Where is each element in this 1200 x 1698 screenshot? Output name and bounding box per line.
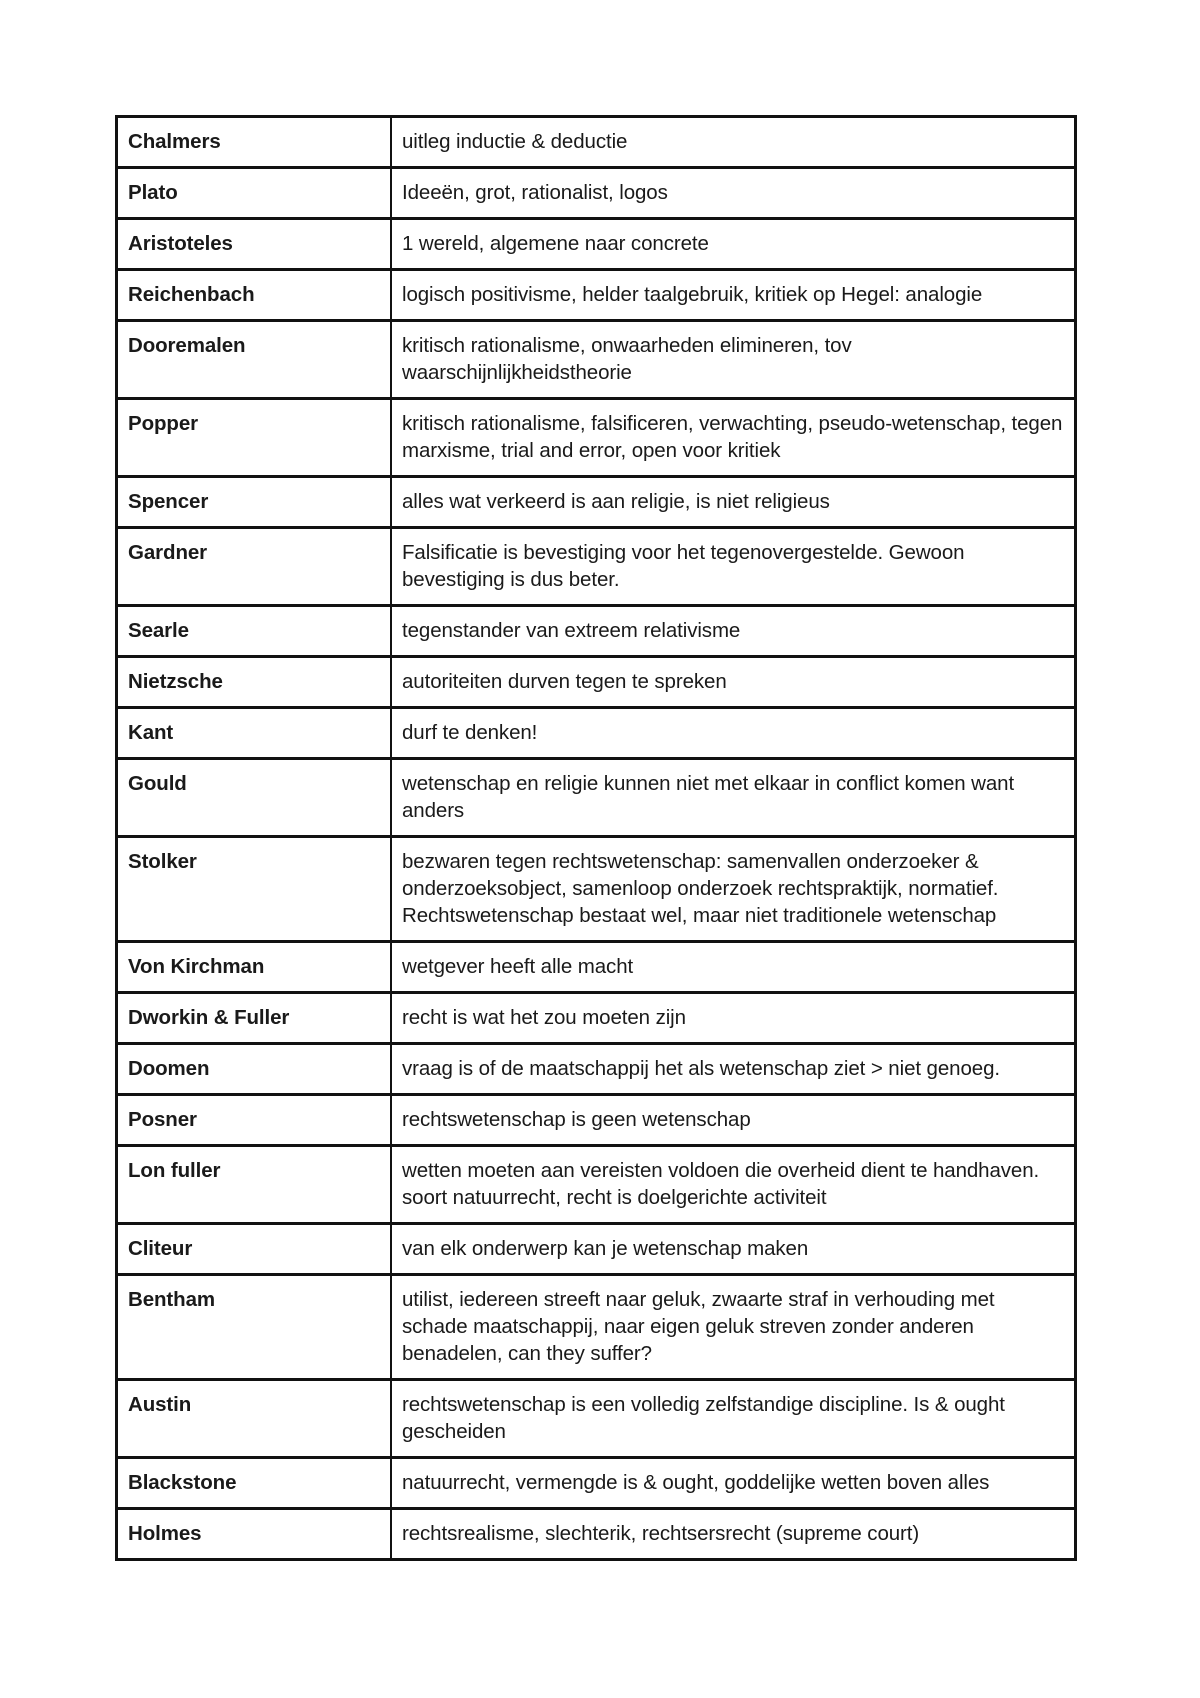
philosopher-name: Cliteur (117, 1224, 392, 1275)
table-row (117, 117, 1076, 168)
philosopher-name: Dworkin & Fuller (117, 993, 392, 1044)
philosopher-description: wetenschap en religie kunnen niet met elkaar in conflict komen want anders (391, 759, 1076, 837)
table-row (117, 606, 1076, 657)
philosopher-name: Popper (117, 399, 392, 477)
philosopher-name: Austin (117, 1380, 392, 1458)
table-row (117, 708, 1076, 759)
table-row (117, 837, 1076, 942)
philosopher-description: uitleg inductie & deductie (391, 117, 1076, 168)
philosopher-name: Posner (117, 1095, 392, 1146)
philosopher-description: autoriteiten durven tegen te spreken (391, 657, 1076, 708)
philosopher-description: kritisch rationalisme, onwaarheden elimineren, tov waarschijnlijkheidstheorie (391, 321, 1076, 399)
philosopher-description: logisch positivisme, helder taalgebruik, kritiek op Hegel: analogie (391, 270, 1076, 321)
table-row (117, 657, 1076, 708)
table-row (117, 1380, 1076, 1458)
philosopher-description: wetten moeten aan vereisten voldoen die overheid dient te handhaven. soort natuurrecht, recht is doelgerichte activiteit (391, 1146, 1076, 1224)
table-row (117, 1275, 1076, 1380)
table-row (117, 399, 1076, 477)
philosopher-description: utilist, iedereen streeft naar geluk, zwaarte straf in verhouding met schade maatschappij, naar eigen geluk streven zonder anderen benadelen, can they suffer? (391, 1275, 1076, 1380)
philosopher-name: Kant (117, 708, 392, 759)
table-row (117, 321, 1076, 399)
philosopher-name: Von Kirchman (117, 942, 392, 993)
philosopher-description: wetgever heeft alle macht (391, 942, 1076, 993)
philosopher-description: tegenstander van extreem relativisme (391, 606, 1076, 657)
philosopher-name: Aristoteles (117, 219, 392, 270)
table-row (117, 477, 1076, 528)
philosopher-name: Nietzsche (117, 657, 392, 708)
philosopher-name: Stolker (117, 837, 392, 942)
table-row (117, 759, 1076, 837)
table-row (117, 1044, 1076, 1095)
table-row (117, 1095, 1076, 1146)
philosopher-name: Plato (117, 168, 392, 219)
philosophers-table (115, 115, 1077, 1561)
philosopher-name: Spencer (117, 477, 392, 528)
philosopher-description: durf te denken! (391, 708, 1076, 759)
philosopher-name: Blackstone (117, 1458, 392, 1509)
philosopher-name: Reichenbach (117, 270, 392, 321)
philosopher-description: bezwaren tegen rechtswetenschap: samenvallen onderzoeker & onderzoeksobject, samenloop onderzoek rechtspraktijk, normatief. Rechtswetenschap bestaat wel, maar niet traditionele wetenschap (391, 837, 1076, 942)
philosopher-description: rechtswetenschap is een volledig zelfstandige discipline. Is & ought gescheiden (391, 1380, 1076, 1458)
philosopher-name: Lon fuller (117, 1146, 392, 1224)
philosopher-name: Doomen (117, 1044, 392, 1095)
philosopher-description: alles wat verkeerd is aan religie, is niet religieus (391, 477, 1076, 528)
table-row (117, 1146, 1076, 1224)
table-row (117, 528, 1076, 606)
philosopher-description: vraag is of de maatschappij het als wetenschap ziet > niet genoeg. (391, 1044, 1076, 1095)
table-body (117, 117, 1076, 1560)
philosopher-description: kritisch rationalisme, falsificeren, verwachting, pseudo-wetenschap, tegen marxisme, trial and error, open voor kritiek (391, 399, 1076, 477)
philosopher-name: Dooremalen (117, 321, 392, 399)
philosopher-description: 1 wereld, algemene naar concrete (391, 219, 1076, 270)
philosopher-description: rechtswetenschap is geen wetenschap (391, 1095, 1076, 1146)
philosopher-description: natuurrecht, vermengde is & ought, goddelijke wetten boven alles (391, 1458, 1076, 1509)
philosopher-name: Holmes (117, 1509, 392, 1560)
philosopher-name: Bentham (117, 1275, 392, 1380)
table-row (117, 942, 1076, 993)
philosopher-description: rechtsrealisme, slechterik, rechtsersrecht (supreme court) (391, 1509, 1076, 1560)
philosopher-name: Gardner (117, 528, 392, 606)
philosopher-description: Falsificatie is bevestiging voor het tegenovergestelde. Gewoon bevestiging is dus beter. (391, 528, 1076, 606)
table-row (117, 1509, 1076, 1560)
philosopher-name: Gould (117, 759, 392, 837)
philosopher-description: van elk onderwerp kan je wetenschap maken (391, 1224, 1076, 1275)
philosopher-description: Ideeën, grot, rationalist, logos (391, 168, 1076, 219)
table-row (117, 1458, 1076, 1509)
table-row (117, 270, 1076, 321)
philosopher-name: Searle (117, 606, 392, 657)
philosopher-description: recht is wat het zou moeten zijn (391, 993, 1076, 1044)
philosopher-name: Chalmers (117, 117, 392, 168)
table-row (117, 168, 1076, 219)
table-row (117, 219, 1076, 270)
table-row (117, 1224, 1076, 1275)
table-row (117, 993, 1076, 1044)
